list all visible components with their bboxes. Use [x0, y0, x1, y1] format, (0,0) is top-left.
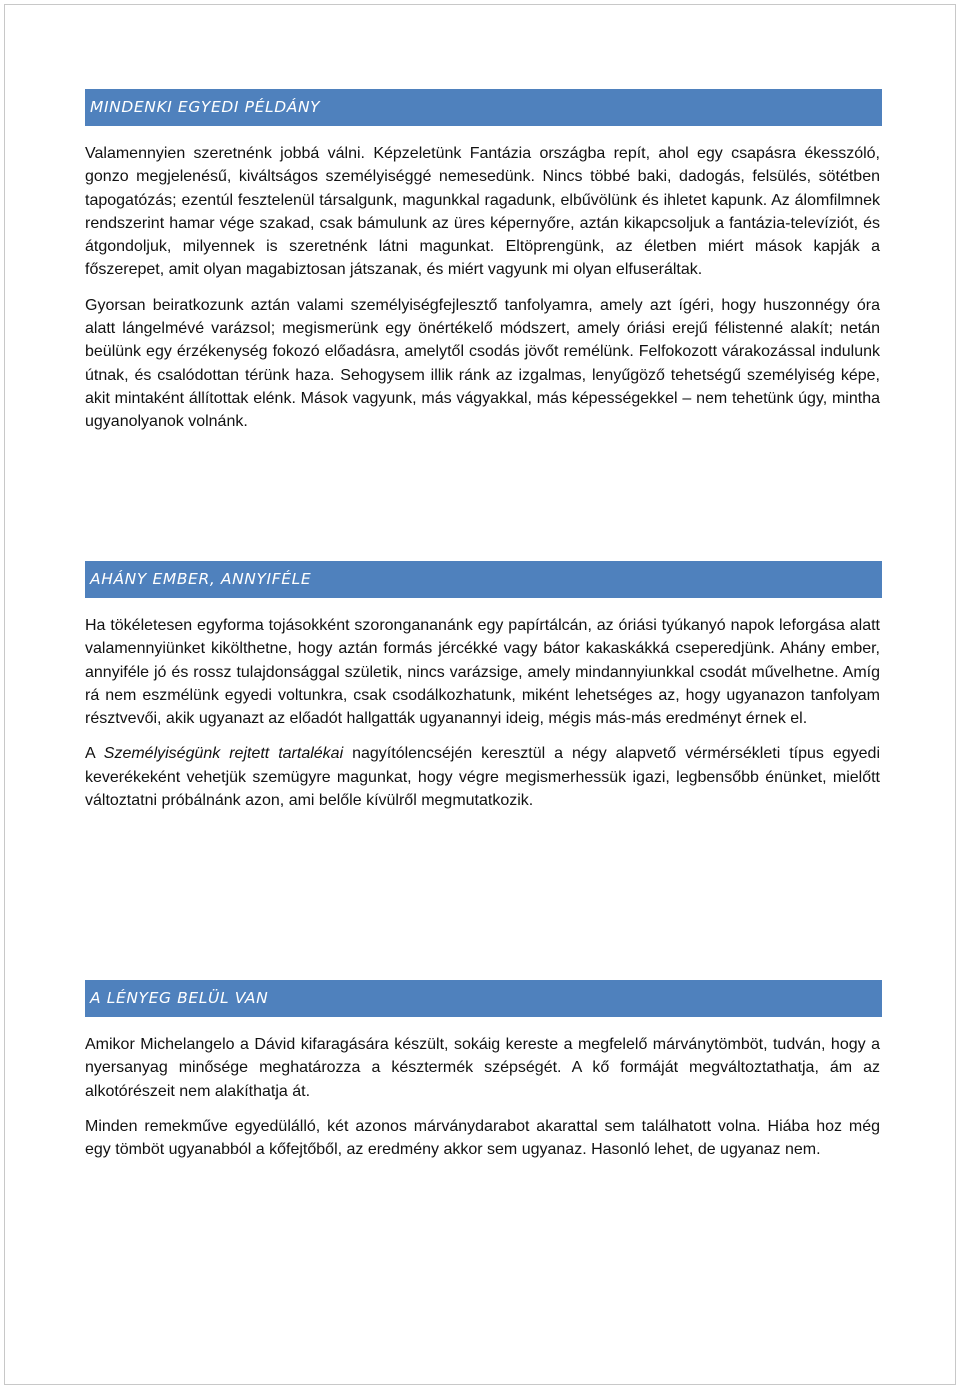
- paragraph-text: A: [85, 745, 104, 763]
- section-a-lenyeg: [85, 980, 882, 1173]
- book-title: Személyiségünk rejtett tartalékai: [103, 745, 344, 763]
- paragraph: Valamennyien szeretnénk jobbá válni. Képzeletünk Fantázia országba repít, ahol egy csapásra ékesszóló, gonzo megjelenésű, kiváltságos személyiséggé nemesedünk. Nincs többé baki, dadogás, felsülés, sötétben tapogatózás; ezentúl fesztelenül társalgunk, magunkkal ragadunk, elbűvölünk és ihletet kapunk. Az álomfilmnek rendszerint hamar vége szakad, csak bámulunk az üres képernyőre, aztán kikapcsoljuk a fantázia-televíziót, és átgondoljuk, milyennek is szeretnénk látni magunkat. Eltöprengünk, az életben miért mások kapják a főszerepet, amit olyan magabiztosan játszanak, és miért vagyunk mi olyan elfuseráltak.: [85, 145, 880, 279]
- paragraph: Gyorsan beiratkozunk aztán valami személyiségfejlesztő tanfolyamra, amely azt ígéri, hogy huszonnégy óra alatt lángelmévé varázsol; megismerünk egy önértékelő módszert, amely óriási erejű félistenné alakít; netán beülünk egy érzékenység fokozó előadásra, amelytől csodás jövőt remélünk. Felfokozott várakozással indulunk útnak, és csalódottan térünk haza. Sehogysem illik ránk az izgalmas, lenyűgöző tehetségű személyiség képe, akit mintaként állítottak elénk. Mások vagyunk, más vágyakkal, más képességekkel – nem tehetünk úgy, mintha ugyanolyanok volnánk.: [85, 296, 880, 431]
- paragraph: Amikor Michelangelo a Dávid kifaragására készült, sokáig kereste a megfelelő márványtömböt, tudván, hogy a nyersanyag minősége meghatározza a késztermék szépségét. A kő formáját megváltoztathatja, ám az alkotórészeit nem alakíthatja át.: [85, 1036, 880, 1100]
- section-ahany-ember: [85, 561, 882, 824]
- paragraph-with-book-title: [85, 742, 882, 812]
- paragraph: Minden remekműve egyedülálló, két azonos márványdarabot akarattal sem találhatott volna. Hiába hoz még egy tömböt ugyanabból a kőfejtőből, az eredmény akkor sem ugyanaz. Hasonló lehet, de ugyanaz nem.: [85, 1117, 880, 1159]
- section-heading: MINDENKI EGYEDI PÉLDÁNY: [85, 89, 882, 126]
- section-heading: AHÁNY EMBER, ANNYIFÉLE: [85, 561, 882, 598]
- section-mindenki-egyedi: [85, 89, 882, 446]
- section-heading: A LÉNYEG BELÜL VAN: [85, 980, 882, 1017]
- paragraph: Ha tökéletesen egyforma tojásokként szorongananánk egy papírtálcán, az óriási tyúkanyó napok leforgása alatt valamennyiünket kikölthetne, hogy aztán formás jércékké vagy bátor kakaskákká cseperedjünk. Ahány ember, annyiféle jó és rossz tulajdonsággal születik, nincs varázsige, amely mindannyiunkkal csodát művelhetne. Amíg rá nem eszmélünk egyedi voltunkra, csak csodálkozhatunk, miként lehetséges az, hogy ugyanazon tanfolyam résztvevői, akik ugyanazt az előadót hallgatták ugyanannyi ideig, mégis más-más eredményt érnek el.: [85, 617, 880, 728]
- document-page: [4, 4, 956, 1385]
- paragraph-text: nagyítólencséjén keresztül a négy alapvető vérmérsékleti típus egyedi keverékeként vehetjük szemügyre magunkat, hogy végre megismerhessük igazi, legbensőbb énünket, mielőtt változtatni próbálnánk azon, ami belőle kívülről megmutatkozik.: [85, 745, 881, 810]
